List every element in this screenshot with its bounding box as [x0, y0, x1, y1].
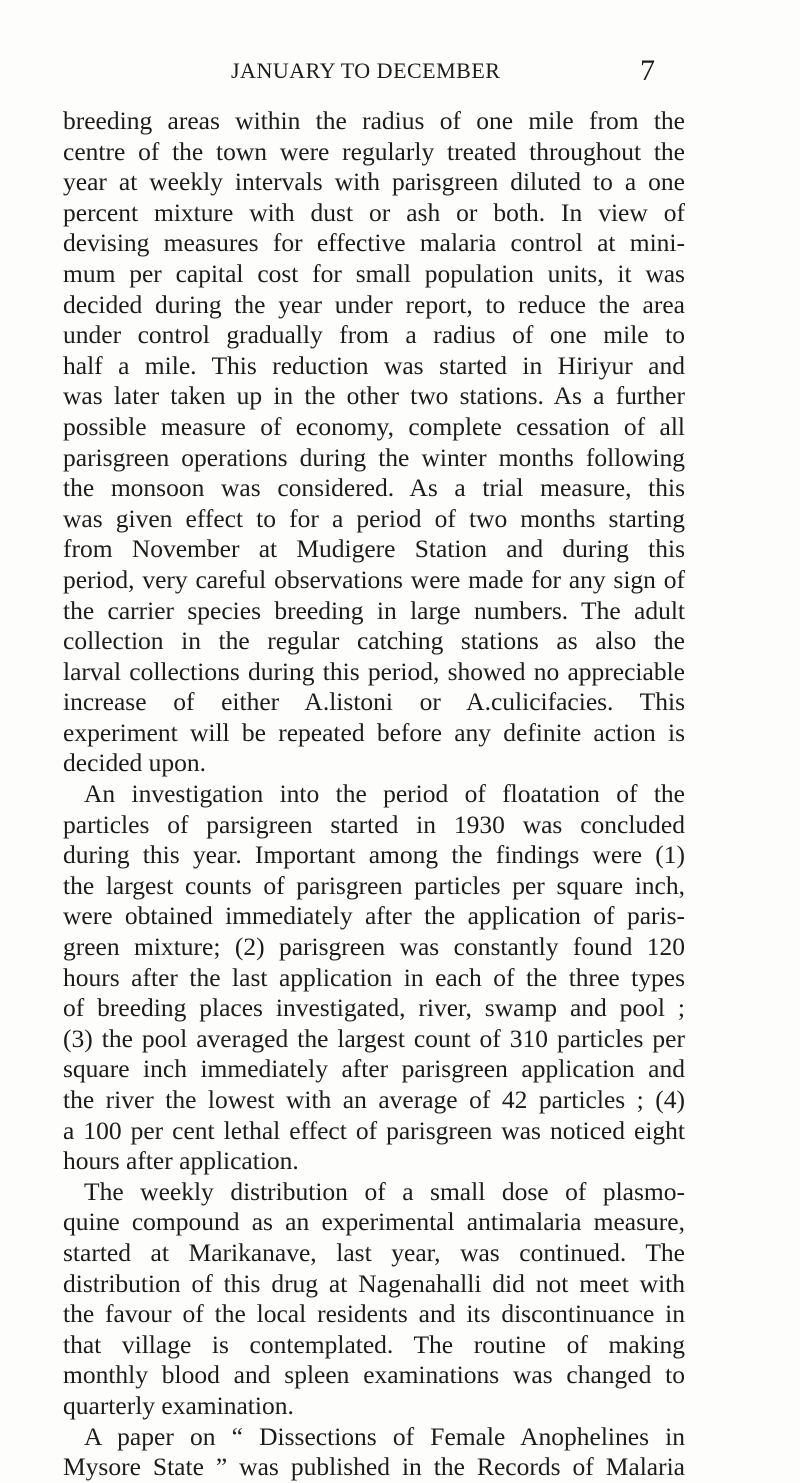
page-number: 7	[640, 54, 655, 87]
text-line: hours after application.	[63, 1146, 299, 1176]
text-line: mum per capital cost for small population units, it was	[63, 258, 685, 288]
text-line: breeding areas within the radius of one mile from the	[63, 106, 685, 135]
text-line: the largest counts of parisgreen particles per square inch,	[63, 870, 685, 900]
text-line: decided during the year under report, to reduce the area	[63, 289, 685, 319]
body-text	[63, 106, 685, 1483]
text-line: the river the lowest with an average of 42 particles ; (4)	[63, 1085, 685, 1114]
running-title: JANUARY TO DECEMBER	[231, 58, 501, 83]
text-line: particles of parsigreen started in 1930 was concluded	[63, 809, 685, 839]
text-line: collection in the regular catching stations as also the	[63, 626, 685, 656]
text-line: year at weekly intervals with parisgreen diluted to a one	[63, 167, 685, 197]
text-line: experiment will be repeated before any definite action is	[63, 717, 685, 747]
text-line: period, very careful observations were made for any sign of	[63, 564, 685, 594]
text-line: possible measure of economy, complete cessation of all	[63, 411, 685, 441]
text-line: An investigation into the period of floatation of the	[84, 779, 685, 809]
text-line: that village is contemplated. The routine of making	[63, 1329, 685, 1359]
text-line: was given effect to for a period of two months starting	[63, 503, 685, 533]
text-line: under control gradually from a radius of one mile to	[63, 320, 685, 350]
text-line: (3) the pool averaged the largest count of 310 particles per	[63, 1023, 685, 1053]
text-line: distribution of this drug at Nagenahalli did not meet with	[63, 1268, 685, 1298]
text-line: devising measures for effective malaria control at mini-	[63, 228, 685, 258]
text-line: larval collections during this period, showed no appreciable	[63, 656, 685, 686]
text-line: percent mixture with dust or ash or both. In view of	[63, 197, 685, 227]
text-line: the favour of the local residents and its discontinuance in	[63, 1299, 685, 1329]
text-line: decided upon.	[63, 748, 207, 778]
text-line: monthly blood and spleen examinations was changed to	[63, 1360, 685, 1390]
text-line: hours after the last application in each of the three types	[63, 962, 685, 992]
text-line: started at Marikanave, last year, was continued. The	[63, 1237, 685, 1267]
text-line: the monsoon was considered. As a trial measure, this	[63, 473, 685, 503]
text-line: Mysore State ” was published in the Records of Malaria	[63, 1452, 685, 1482]
text-line: were obtained immediately after the application of paris-	[63, 901, 685, 931]
text-line: a 100 per cent lethal effect of parisgreen was noticed eight	[63, 1115, 685, 1145]
text-line: square inch immediately after parisgreen application and	[63, 1054, 685, 1084]
text-line: increase of either A.listoni or A.culicifacies. This	[63, 687, 685, 717]
text-line: during this year. Important among the findings were (1)	[63, 840, 685, 870]
text-line: quine compound as an experimental antimalaria measure,	[63, 1207, 685, 1237]
text-line: The weekly distribution of a small dose of plasmo-	[84, 1176, 685, 1206]
text-line: was later taken up in the other two stations. As a further	[63, 381, 685, 411]
text-line: from November at Mudigere Station and during this	[63, 534, 685, 564]
text-line: A paper on “ Dissections of Female Anophelines in	[84, 1421, 685, 1451]
text-line: green mixture; (2) parisgreen was constantly found 120	[63, 932, 685, 962]
text-line: quarterly examination.	[63, 1390, 294, 1420]
text-line: centre of the town were regularly treated throughout the	[63, 136, 685, 166]
text-line: of breeding places investigated, river, swamp and pool ;	[63, 993, 685, 1023]
text-line: the carrier species breeding in large numbers. The adult	[63, 595, 685, 625]
text-line: half a mile. This reduction was started in Hiriyur and	[63, 350, 685, 380]
text-line: parisgreen operations during the winter months following	[63, 442, 685, 472]
